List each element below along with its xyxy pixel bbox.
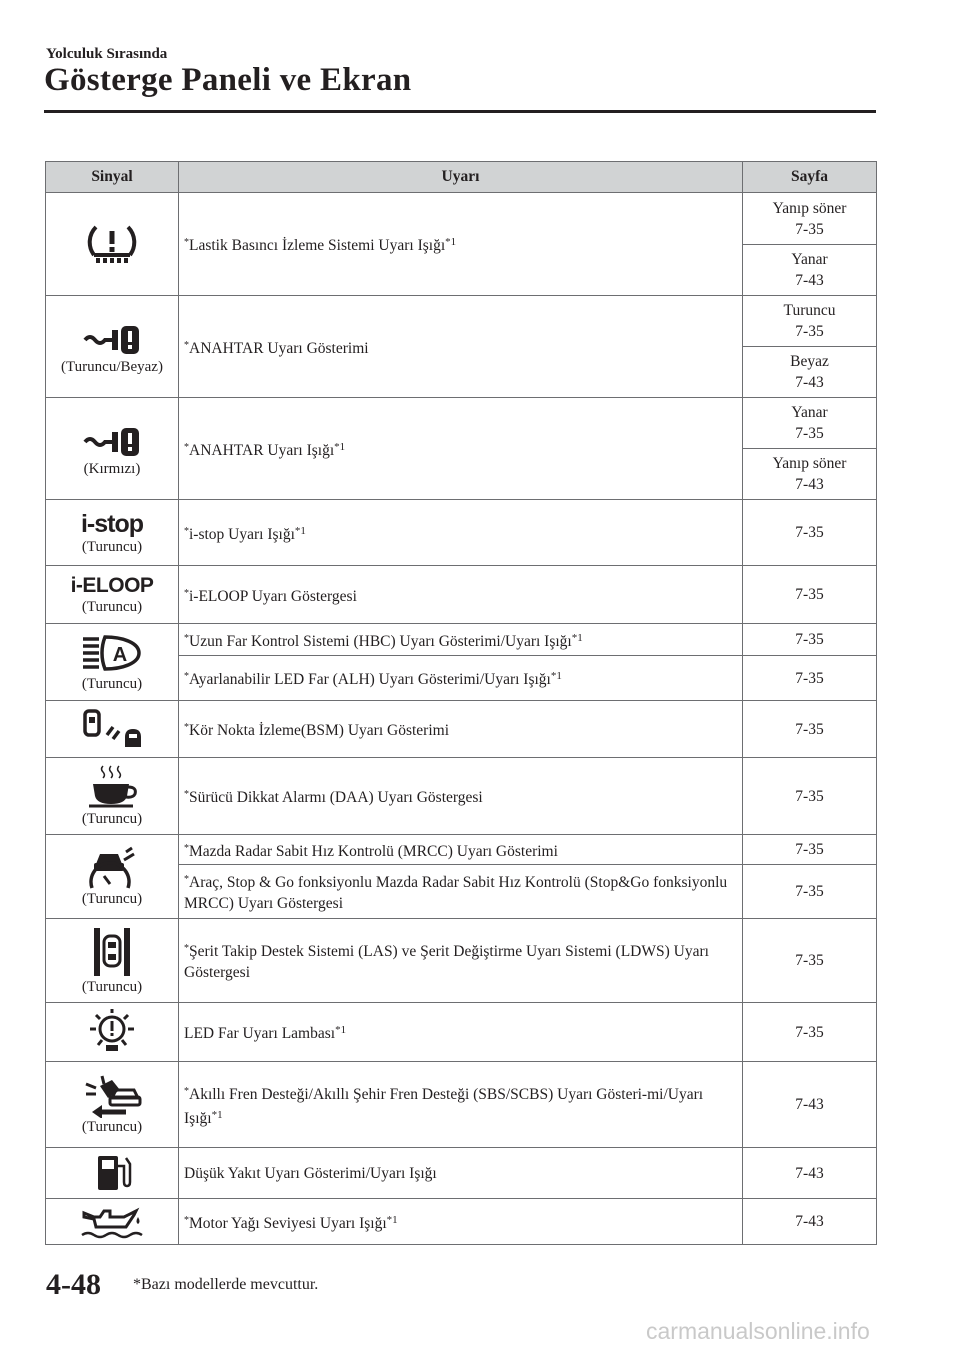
page-title: Gösterge Paneli ve Ekran <box>44 62 412 98</box>
signal-cell <box>46 1148 179 1199</box>
table-row <box>46 701 877 758</box>
table-row <box>46 1199 877 1245</box>
table-row <box>46 398 877 449</box>
page-number: 4-48 <box>46 1268 101 1301</box>
warning-table <box>45 161 877 1245</box>
key-warning-icon <box>82 318 142 358</box>
oil-level-icon <box>80 1205 144 1239</box>
signal-cell: (Turuncu) <box>46 919 179 1003</box>
page-cell: 7-43 <box>743 1062 877 1148</box>
header-signal: Sinyal <box>46 162 179 193</box>
table-row <box>46 1003 877 1062</box>
signal-cell: (Turuncu) <box>46 1062 179 1148</box>
low-fuel-icon <box>92 1152 132 1194</box>
signal-cell: (Kırmızı) <box>46 398 179 500</box>
tire-pressure-warning-icon <box>84 221 140 267</box>
table-header-row <box>46 162 877 193</box>
warning-desc: *Akıllı Fren Desteği/Akıllı Şehir Fren Desteği (SBS/SCBS) Uyarı Gösteri-mi/Uyarı Işığı$^{*1}$ <box>179 1062 743 1148</box>
table-row <box>46 193 877 245</box>
signal-cell: i-stop (Turuncu) <box>46 500 179 566</box>
warning-desc: *Sürücü Dikkat Alarmı (DAA) Uyarı Göstergesi <box>179 758 743 835</box>
page-cell: 7-35 <box>743 500 877 566</box>
headlight-auto-icon <box>79 631 145 675</box>
warning-desc: *Uzun Far Kontrol Sistemi (HBC) Uyarı Gösterimi/Uyarı Işığı$^{*1}$ <box>179 624 743 656</box>
page-cell: Beyaz 7-43 <box>743 347 877 398</box>
blind-spot-icon <box>79 709 145 749</box>
signal-cell <box>46 1003 179 1062</box>
lane-keep-icon <box>90 926 134 978</box>
page-cell: 7-35 <box>743 758 877 835</box>
warning-desc: *Araç, Stop & Go fonksiyonlu Mazda Radar Sabit Hız Kontrolü (Stop&Go fonksiyonlu MRCC) Uyarı Göstergesi <box>179 865 743 919</box>
i-stop-icon: i-stop <box>80 509 144 538</box>
table-row <box>46 1062 877 1148</box>
page-cell: 7-35 <box>743 919 877 1003</box>
page-cell: 7-35 <box>743 865 877 919</box>
page-cell: 7-43 <box>743 1199 877 1245</box>
table-row <box>46 624 877 656</box>
warning-desc: *Şerit Takip Destek Sistemi (LAS) ve Şerit Değiştirme Uyarı Sistemi (LDWS) Uyarı Göstergesi <box>179 919 743 1003</box>
signal-cell <box>46 193 179 296</box>
key-warning-icon <box>82 420 142 460</box>
radar-cruise-icon <box>84 846 140 890</box>
warning-desc: *Mazda Radar Sabit Hız Kontrolü (MRCC) Uyarı Gösterimi <box>179 835 743 865</box>
page-cell: 7-43 <box>743 1148 877 1199</box>
coffee-cup-icon <box>85 764 139 810</box>
warning-desc: *Motor Yağı Seviyesi Uyarı Işığı$^{*1}$ <box>179 1199 743 1245</box>
footnote: *Bazı modellerde mevcuttur. <box>133 1276 319 1293</box>
signal-cell: i-ELOOP (Turuncu) <box>46 566 179 624</box>
i-eloop-icon: i-ELOOP <box>70 573 154 597</box>
warning-desc: *Kör Nokta İzleme(BSM) Uyarı Gösterimi <box>179 701 743 758</box>
page-cell: 7-35 <box>743 701 877 758</box>
warning-desc: *Lastik Basıncı İzleme Sistemi Uyarı Işığı$^{*1}$ <box>179 193 743 296</box>
page-cell: Yanar 7-35 <box>743 398 877 449</box>
signal-cell <box>46 701 179 758</box>
table-row <box>46 919 877 1003</box>
warning-desc: *i-stop Uyarı Işığı$^{*1}$ <box>179 500 743 566</box>
watermark: carmanualsonline.info <box>646 1318 870 1344</box>
table-row <box>46 296 877 347</box>
warning-desc: *ANAHTAR Uyarı Gösterimi <box>179 296 743 398</box>
table-row <box>46 566 877 624</box>
header-page: Sayfa <box>743 162 877 193</box>
table-row <box>46 1148 877 1199</box>
signal-cell: A (Turuncu) <box>46 624 179 701</box>
page-cell: Turuncu 7-35 <box>743 296 877 347</box>
page-cell: Yanıp söner 7-35 <box>743 193 877 245</box>
table-row <box>46 835 877 865</box>
warning-desc: Düşük Yakıt Uyarı Gösterimi/Uyarı Işığı <box>179 1148 743 1199</box>
page-cell: Yanıp söner 7-43 <box>743 449 877 500</box>
page-cell: 7-35 <box>743 1003 877 1062</box>
page-cell: 7-35 <box>743 566 877 624</box>
header-warning: Uyarı <box>179 162 743 193</box>
page-cell: 7-35 <box>743 656 877 701</box>
page-cell: 7-35 <box>743 835 877 865</box>
warning-desc: *ANAHTAR Uyarı Işığı$^{*1}$ <box>179 398 743 500</box>
warning-desc: *i-ELOOP Uyarı Göstergesi <box>179 566 743 624</box>
led-headlight-warning-icon <box>86 1007 138 1057</box>
table-row <box>46 500 877 566</box>
signal-cell: (Turuncu) <box>46 758 179 835</box>
title-divider <box>44 110 876 113</box>
svg-text:A: A <box>112 644 128 666</box>
signal-cell <box>46 1199 179 1245</box>
signal-cell: (Turuncu) <box>46 835 179 919</box>
signal-cell: (Turuncu/Beyaz) <box>46 296 179 398</box>
warning-desc: *Ayarlanabilir LED Far (ALH) Uyarı Gösterimi/Uyarı Işığı$^{*1}$ <box>179 656 743 701</box>
page-cell: 7-35 <box>743 624 877 656</box>
section-label: Yolculuk Sırasında <box>46 46 168 62</box>
table-row <box>46 758 877 835</box>
warning-desc: LED Far Uyarı Lambası$^{*1}$ <box>179 1003 743 1062</box>
smart-brake-icon <box>80 1074 144 1118</box>
page-cell: Yanar 7-43 <box>743 245 877 296</box>
